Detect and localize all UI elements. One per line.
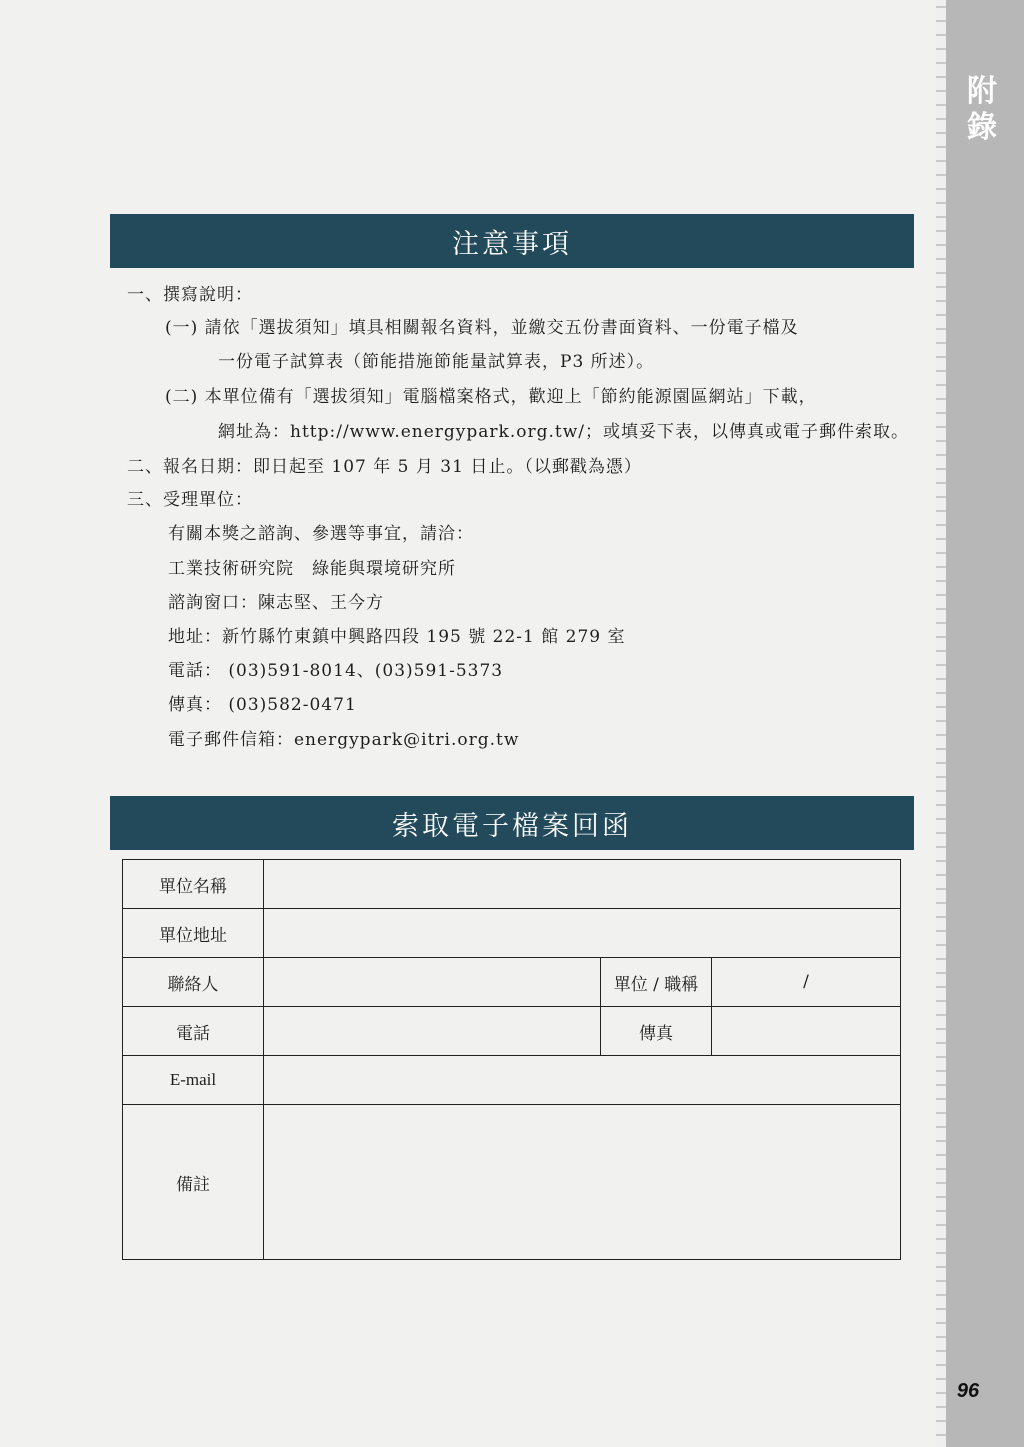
note-heading-instructions: 一、撰寫說明： (127, 285, 253, 305)
org-name-label: 單位名稱 (123, 860, 264, 909)
note-item-2: (二) 本單位備有「選拔須知」電腦檔案格式，歡迎上「節約能源園區網站」下載， (165, 387, 817, 407)
dept-title-separator: / (803, 972, 809, 992)
contact-field[interactable] (264, 958, 601, 1007)
note-item-1-cont: 一份電子試算表（節能措施節能量試算表，P3 所述）。 (218, 352, 655, 372)
dept-title-field[interactable] (712, 958, 901, 1007)
contact-intro: 有關本獎之諮詢、參選等事宜，請洽： (168, 524, 474, 544)
form-row (123, 1056, 901, 1105)
phone-field[interactable] (264, 1007, 601, 1056)
contact-org: 工業技術研究院 綠能與環境研究所 (168, 559, 456, 579)
contact-email: 電子郵件信箱：energypark@itri.org.tw (168, 730, 520, 750)
form-row (123, 958, 901, 1007)
contact-fax: 傳真： (03)582-0471 (168, 695, 357, 715)
dept-title-label: 單位 / 職稱 (601, 958, 712, 1007)
email-field[interactable] (264, 1056, 901, 1105)
contact-label: 聯絡人 (123, 958, 264, 1007)
contact-address: 地址：新竹縣竹東鎮中興路四段 195 號 22-1 館 279 室 (168, 627, 626, 647)
fax-label: 傳真 (601, 1007, 712, 1056)
org-address-field[interactable] (264, 909, 901, 958)
note-item-1: (一) 請依「選拔須知」填具相關報名資料，並繳交五份書面資料、一份電子檔及 (165, 318, 799, 338)
org-name-field[interactable] (264, 860, 901, 909)
form-title: 索取電子檔案回函 (110, 796, 914, 850)
form-row (123, 1007, 901, 1056)
note-heading-dates: 二、報名日期：即日起至 107 年 5 月 31 日止。（以郵戳為憑） (127, 457, 642, 477)
email-label: E-mail (123, 1056, 264, 1105)
remarks-field[interactable] (264, 1105, 901, 1260)
fax-field[interactable] (712, 1007, 901, 1056)
appendix-sidebar (946, 0, 1024, 1447)
appendix-label: 附錄 (967, 74, 997, 145)
remarks-label: 備註 (123, 1105, 264, 1260)
request-form (122, 859, 901, 1260)
form-row (123, 1105, 901, 1260)
org-address-label: 單位地址 (123, 909, 264, 958)
note-heading-office: 三、受理單位： (127, 490, 253, 510)
notes-title: 注意事項 (110, 214, 914, 268)
note-item-2-cont: 網址為：http://www.energypark.org.tw/；或填妥下表，以傳真或電子郵件索取。 (218, 422, 910, 442)
contact-persons: 諮詢窗口：陳志堅、王今方 (168, 593, 384, 613)
phone-label: 電話 (123, 1007, 264, 1056)
form-row (123, 909, 901, 958)
page-number: 96 (956, 1380, 980, 1402)
contact-phone: 電話： (03)591-8014、(03)591-5373 (168, 661, 504, 681)
form-row (123, 860, 901, 909)
